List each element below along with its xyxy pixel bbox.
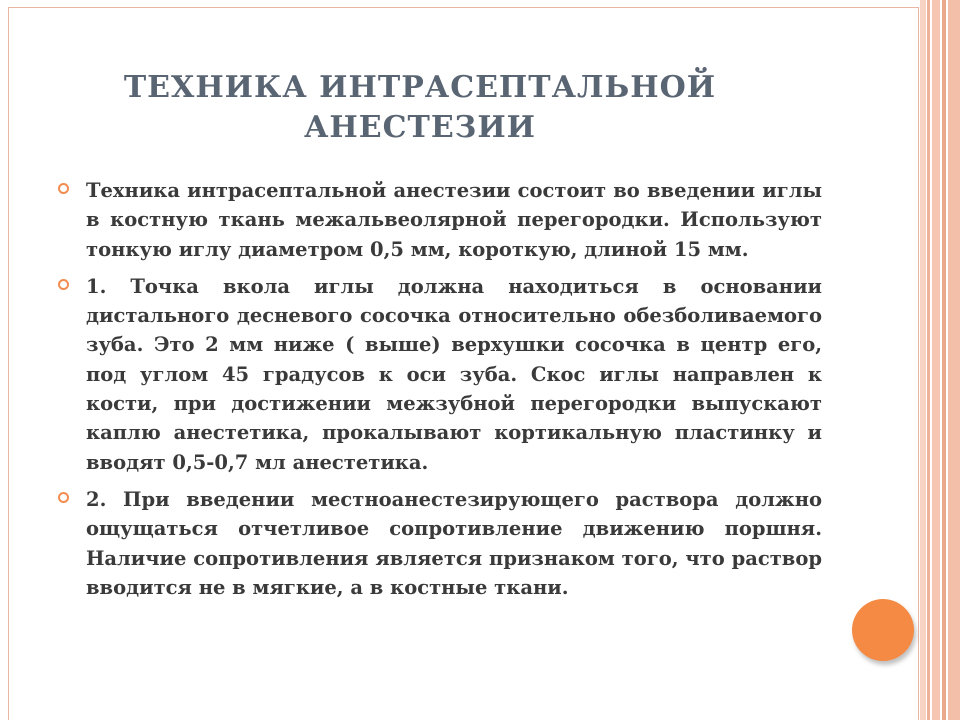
bullet-item [86,485,822,602]
bullet-text: Техника интрасептальной анестезии состоит во введении иглы в костную ткань межальвеолярной перегородки. Используют тонкую иглу диаметром 0,5 мм, короткую, длиной 15 мм. [86,179,822,261]
bullet-circle-icon [58,279,69,290]
title-line-1: ТЕХНИКА ИНТРАСЕПТАЛЬНОЙ [123,70,717,105]
bullet-text: 1. Точка вкола иглы должна находиться в основании дистального десневого сосочка относительно обезболиваемого зуба. Это 2 мм ниже ( выше) верхушки сосочка в центр его, под углом 45 градусов к оси зуба. Скос иглы направлен к кости, при достижении межзубной перегородки выпускают каплю анестетика, прокалывают кортикальную пластинку и вводят 0,5-0,7 мл анестетика. [86,274,822,474]
bullet-item [86,272,822,477]
bullet-item [86,176,822,264]
title-line-2: АНЕСТЕЗИИ [303,110,537,145]
bullet-circle-icon [58,183,69,194]
bullet-list [86,176,822,610]
bullet-circle-icon [58,492,69,503]
decorative-stripes [920,0,960,720]
decorative-orange-circle [852,599,914,661]
bullet-text: 2. При введении местноанестезирующего раствора должно ощущаться отчетливое сопротивление движению поршня. Наличие сопротивления является признаком того, что раствор вводится не в мягкие, а в костные ткани. [86,487,822,599]
slide-title [60,68,780,148]
